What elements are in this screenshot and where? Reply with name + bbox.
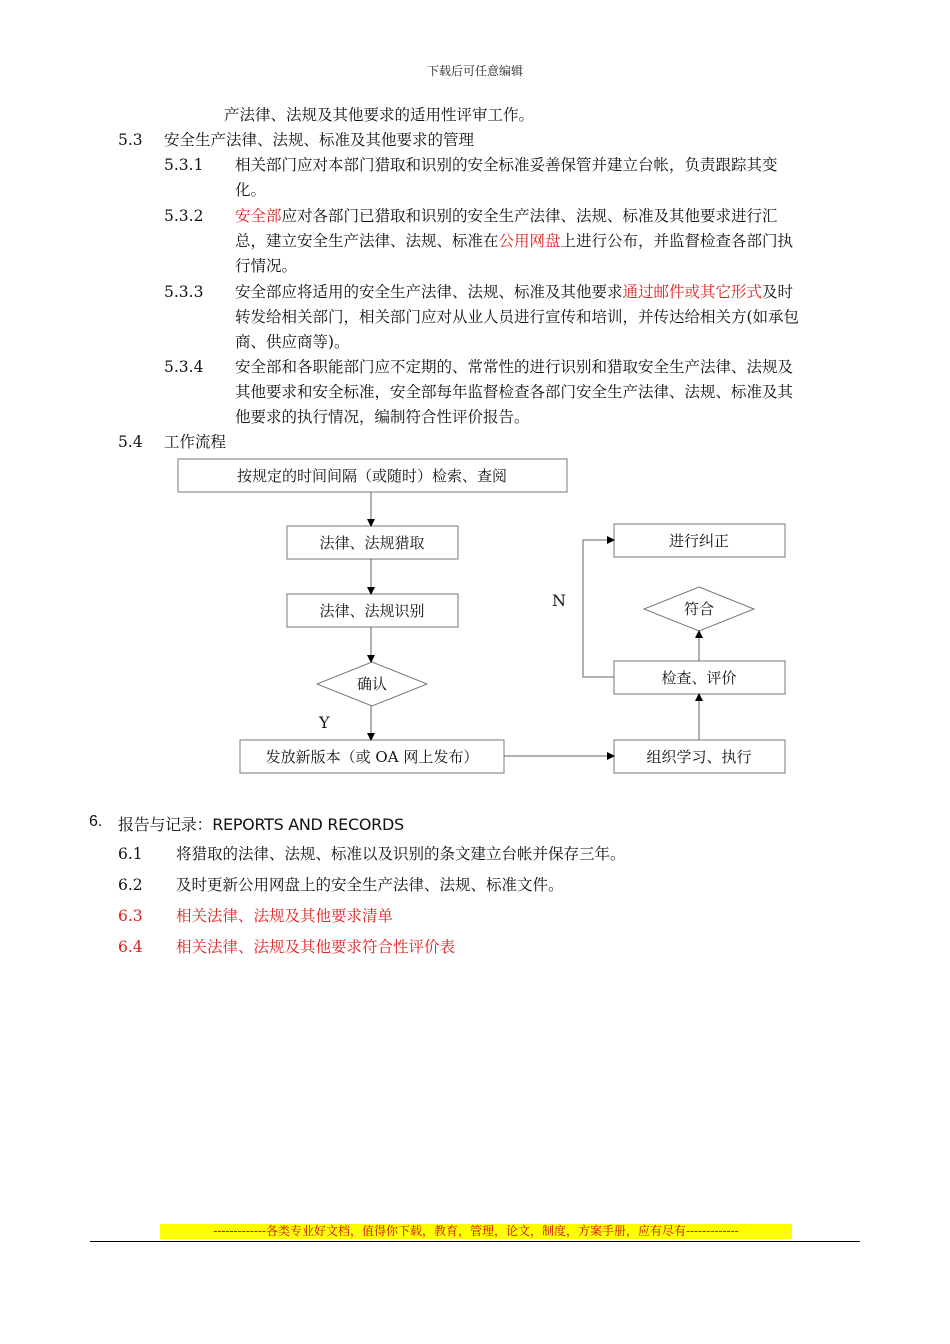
section-5-3-3-line1-text-a: 安全部应将适用的安全生产法律、法规、标准及其他要求 — [235, 283, 623, 301]
section-5-4-number: 5.4 — [118, 433, 143, 451]
section-6-2-text: 及时更新公用网盘上的安全生产法律、法规、标准文件。 — [176, 876, 564, 894]
section-6-1-text: 将猎取的法律、法规、标准以及识别的条文建立台帐并保存三年。 — [176, 845, 626, 863]
section-5-3-4-line2: 其他要求和安全标准，安全部每年监督检查各部门安全生产法律、法规、标准及其 — [235, 383, 794, 401]
flow-label-conform: 符合 — [683, 600, 715, 618]
section-6-number: 6. — [89, 813, 103, 830]
highlight-email-forms: 通过邮件或其它形式 — [622, 283, 763, 301]
section-5-3-4-line3: 他要求的执行情况，编制符合性评价报告。 — [235, 408, 530, 426]
section-5-3-4-number: 5.3.4 — [164, 358, 204, 376]
section-5-3-3-number: 5.3.3 — [164, 283, 204, 301]
flow-label-correct: 进行纠正 — [668, 532, 730, 550]
section-5-3-3-line3: 商、供应商等)。 — [235, 333, 350, 351]
section-5-3-2-line2-text-c: 上进行公布，并监督检查各部门执 — [560, 232, 794, 250]
flow-label-identify: 法律、法规识别 — [319, 602, 425, 620]
flow-label-study: 组织学习、执行 — [646, 748, 752, 766]
highlight-safety-dept: 安全部 — [235, 207, 282, 225]
section-5-3-3-line2: 转发给相关部门，相关部门应对从业人员进行宣传和培训，并传达给相关方(如承包 — [235, 308, 800, 326]
section-5-3-1-line1: 相关部门应对本部门猎取和识别的安全标准妥善保管并建立台帐，负责跟踪其变 — [235, 156, 778, 174]
section-5-3-3-line1-text-c: 及时 — [762, 283, 794, 301]
section-5-3-1-number: 5.3.1 — [164, 156, 204, 174]
highlight-public-drive: 公用网盘 — [498, 232, 561, 250]
section-5-3-title: 安全生产法律、法规、标准及其他要求的管理 — [164, 131, 475, 149]
section-6-4-number: 6.4 — [118, 938, 143, 956]
section-6-4-text: 相关法律、法规及其他要求符合性评价表 — [176, 938, 456, 956]
section-5-4-title: 工作流程 — [164, 433, 227, 451]
continued-line: 产法律、法规及其他要求的适用性评审工作。 — [224, 106, 535, 124]
section-6-3-text: 相关法律、法规及其他要求清单 — [176, 907, 394, 925]
flow-label-release: 发放新版本（或 OA 网上发布） — [265, 748, 479, 766]
flow-label-yes: Y — [319, 713, 330, 732]
section-5-3-2-line3: 行情况。 — [235, 257, 298, 275]
section-5-3-2-number: 5.3.2 — [164, 207, 204, 225]
section-6-3-number: 6.3 — [118, 907, 143, 925]
flow-label-start: 按规定的时间间隔（或随时）检索、查阅 — [236, 467, 508, 485]
section-5-3-4-line1: 安全部和各职能部门应不定期的、常常性的进行识别和猎取安全生产法律、法规及 — [235, 358, 794, 376]
section-5-3-1-line2: 化。 — [235, 181, 267, 199]
page-header-note: 下载后可任意编辑 — [426, 64, 523, 78]
footer-rule — [90, 1241, 860, 1242]
section-5-3-2-line2-text-a: 总，建立安全生产法律、法规、标准在 — [235, 232, 499, 250]
footer-banner: -------------各类专业好文档，值得你下载，教育，管理，论文，制度，方案手册，应有尽有------------- — [160, 1224, 792, 1239]
flow-label-obtain: 法律、法规猎取 — [319, 534, 425, 552]
flow-label-confirm: 确认 — [356, 675, 388, 693]
section-6-1-number: 6.1 — [118, 845, 143, 863]
section-5-3-number: 5.3 — [118, 131, 143, 149]
section-6-2-number: 6.2 — [118, 876, 143, 894]
section-5-3-2-line1-text: 应对各部门已猎取和识别的安全生产法律、法规、标准及其他要求进行汇 — [281, 207, 778, 225]
section-6-title: 报告与记录：REPORTS AND RECORDS — [118, 815, 404, 834]
flow-label-check: 检查、评价 — [661, 669, 737, 687]
flow-label-no: N — [552, 591, 566, 610]
